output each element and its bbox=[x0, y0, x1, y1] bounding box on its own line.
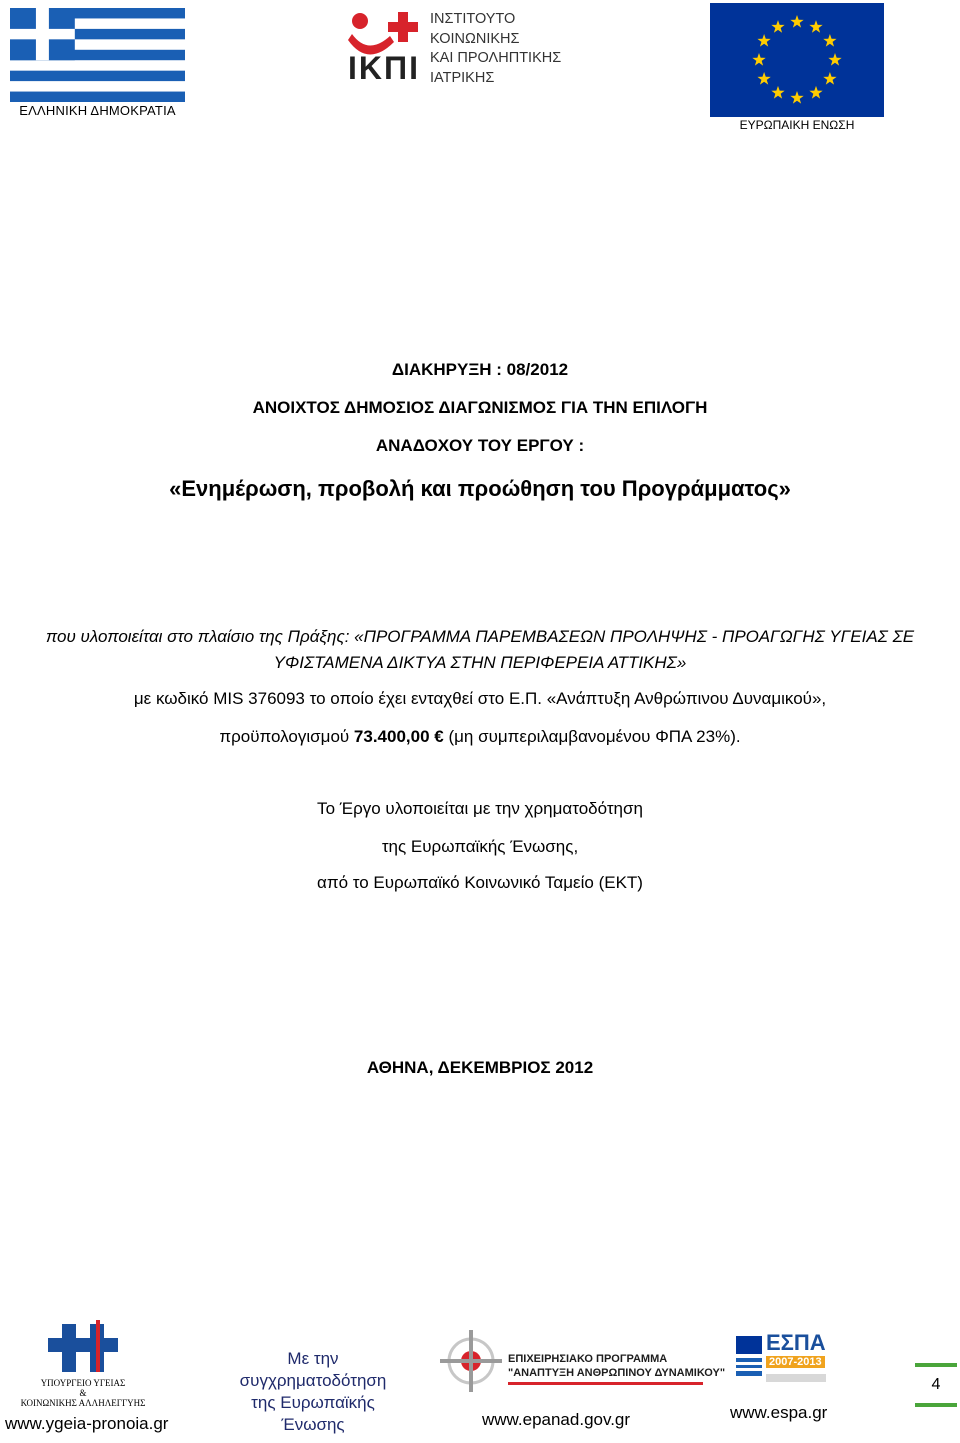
tender-title-line: ΑΝΑΔΟΧΟΥ ΤΟΥ ΕΡΓΟΥ : bbox=[375, 436, 585, 455]
project-title: «Ενημέρωση, προβολή και προώθηση του Προγράμματος» bbox=[169, 476, 791, 501]
eu-flag-logo bbox=[710, 3, 884, 117]
espa-logo bbox=[736, 1330, 828, 1388]
espa-years: 2007-2013 bbox=[766, 1356, 825, 1368]
espa-website-link[interactable]: www.espa.gr bbox=[730, 1403, 828, 1422]
funding-line: της Ευρωπαϊκής Ένωσης, bbox=[381, 837, 579, 856]
funding-line: Το Έργο υλοποιείται με την χρηματοδότηση bbox=[317, 799, 643, 818]
cofunding-statement bbox=[222, 1348, 404, 1436]
mis-code-line: με κωδικό MIS 376093 το οποίο έχει ενταχθεί στο Ε.Π. «Ανάπτυξη Ανθρώπινου Δυναμικού», bbox=[133, 689, 827, 708]
cofunding-line: Με την bbox=[287, 1349, 339, 1368]
espa-title: ΕΣΠΑ bbox=[766, 1330, 826, 1355]
ministry-caption-line: ΚΟΙΝΩΝΙΚΗΣ ΑΛΛΗΛΕΓΓΥΗΣ bbox=[20, 1398, 146, 1408]
eu-flag-mini-icon bbox=[736, 1336, 762, 1380]
epanad-title-line: "ΑΝΑΠΤΥΞΗ ΑΝΘΡΩΠΙΝΟΥ ΔΥΝΑΜΙΚΟΥ" bbox=[508, 1367, 726, 1379]
greek-flag-caption: ΕΛΛΗΝΙΚΗ ΔΗΜΟΚΡΑΤΙΑ bbox=[19, 103, 176, 118]
budget-suffix: (μη συμπεριλαμβανομένου ΦΠΑ 23%). bbox=[443, 727, 741, 746]
cofunding-line: της Ευρωπαϊκής bbox=[251, 1393, 375, 1412]
ikpi-name-line: ΚΟΙΝΩΝΙΚΗΣ bbox=[430, 30, 520, 47]
eu-flag-caption: ΕΥΡΩΠΑΙΚΗ ΕΝΩΣΗ bbox=[739, 118, 855, 132]
ikpi-name-line: ΙΝΣΤΙΤΟΥΤΟ bbox=[430, 11, 516, 27]
page-number: 4 bbox=[915, 1363, 957, 1407]
cofunding-line: Ένωσης bbox=[281, 1415, 345, 1434]
epanad-underline bbox=[508, 1382, 703, 1385]
ministry-caption bbox=[8, 1378, 158, 1408]
place-and-date: ΑΘΗΝΑ, ΔΕΚΕΜΒΡΙΟΣ 2012 bbox=[366, 1058, 594, 1077]
tender-title-line: ΑΝΟΙΧΤΟΣ ΔΗΜΟΣΙΟΣ ΔΙΑΓΩΝΙΣΜΟΣ ΓΙΑ ΤΗΝ ΕΠΙΛΟΓΗ bbox=[252, 398, 708, 417]
budget-line bbox=[0, 727, 960, 747]
budget-amount: 73.400,00 € bbox=[353, 727, 444, 746]
ikpi-abbreviation: ΙΚΠΙ bbox=[348, 50, 420, 86]
ikpi-name-line: ΚΑΙ ΠΡΟΛΗΠΤΙΚΗΣ bbox=[430, 50, 562, 66]
declaration-number: ΔΙΑΚΗΡΥΞΗ : 08/2012 bbox=[391, 360, 569, 379]
espa-caption-bar bbox=[766, 1374, 826, 1382]
budget-prefix: προϋπολογισμού bbox=[219, 727, 354, 746]
ministry-website-link[interactable]: www.ygeia-pronoia.gr bbox=[5, 1414, 169, 1433]
ministry-caption-line: & bbox=[79, 1388, 87, 1398]
ministry-of-health-logo bbox=[40, 1318, 130, 1376]
ikpi-name-line: ΙΑΤΡΙΚΗΣ bbox=[430, 69, 495, 86]
funding-line: από το Ευρωπαϊκό Κοινωνικό Ταμείο (ΕΚΤ) bbox=[317, 873, 643, 892]
epanad-title-line: ΕΠΙΧΕΙΡΗΣΙΑΚΟ ΠΡΟΓΡΑΜΜΑ bbox=[508, 1353, 668, 1365]
epanad-emblem-logo bbox=[436, 1328, 506, 1394]
ministry-caption-line: ΥΠΟΥΡΓΕΙΟ ΥΓΕΙΑΣ bbox=[40, 1378, 126, 1388]
greek-flag-logo bbox=[10, 8, 185, 102]
epanad-title bbox=[508, 1352, 725, 1380]
action-description-line: που υλοποιείται στο πλαίσιο της Πράξης: «ΠΡΟΓΡΑΜΜΑ ΠΑΡΕΜΒΑΣΕΩΝ ΠΡΟΛΗΨΗΣ - ΠΡΟΑΓΩΓΗΣ ΥΓΕΙΑΣ ΣΕ bbox=[45, 627, 915, 646]
ikpi-name bbox=[430, 10, 561, 88]
action-description-line: ΥΦΙΣΤΑΜΕΝΑ ΔΙΚΤΥΑ ΣΤΗΝ ΠΕΡΙΦΕΡΕΙΑ ΑΤΤΙΚΗΣ» bbox=[273, 653, 687, 672]
epanad-website-link[interactable]: www.epanad.gov.gr bbox=[482, 1410, 631, 1429]
cofunding-line: συγχρηματοδότηση bbox=[239, 1371, 387, 1390]
